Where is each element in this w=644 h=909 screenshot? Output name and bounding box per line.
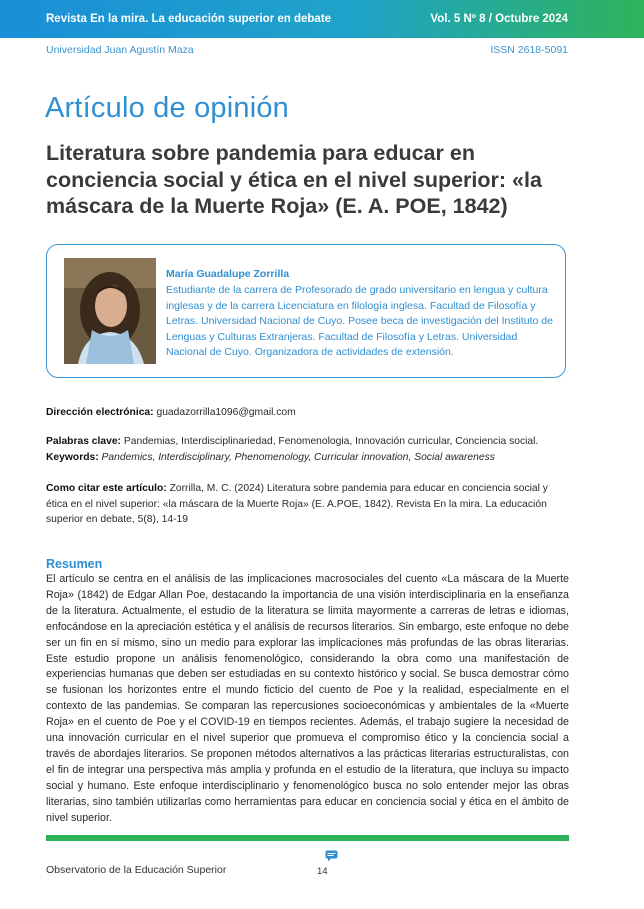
keywords-es-value: Pandemias, Interdisciplinariedad, Fenomenologia, Innovación curricular, Conciencia social. [123,436,539,447]
issue-info: Vol. 5 Nº 8 / Octubre 2024 [430,13,568,25]
keywords-en-value: Pandemics, Interdisciplinary, Phenomenology, Curricular innovation, Social awareness [101,452,495,463]
email-line [46,406,570,420]
citation-value: Zorrilla, M. C. (2024) Literatura sobre pandemia para educar en conciencia social y ética en el nivel superior: «la máscara de la Muerte Roja» (E. A.POE, 1842). Revista En la mira. La educación superior en debate, 5(8), 14-19 [46,483,548,525]
footer-text: Observatorio de la Educación Superior [46,864,227,876]
footer-rule [46,835,569,841]
keywords-es-line [46,435,570,449]
citation-label: Como citar este artículo: [46,483,167,494]
journal-header-bar [0,0,644,38]
citation-block [46,481,570,528]
section-heading: Artículo de opinión [45,92,290,124]
author-bio: Estudiante de la carrera de Profesorado de grado universitario en lengua y cultura inglesas y de la carrera Licenciatura en filología inglesa. Facultad de Filosofía y Letras. Universidad Nacional de Cuyo. Posee beca de investigación del Instituto de Lenguas y Culturas Extranjeras. Facultad de Filosofía y Letras. Universidad Nacional de Cuyo. Organizadora de actividades de extensión. [166,284,553,359]
abstract-heading: Resumen [46,557,103,571]
issn: ISSN 2618-5091 [490,44,568,56]
keywords-en-label: Keywords: [46,452,99,463]
journal-name: Revista En la mira. La educación superior en debate [46,13,332,25]
keywords-es-label: Palabras clave: [46,436,121,447]
university-name: Universidad Juan Agustín Maza [46,44,194,56]
chat-icon [325,850,338,862]
keywords-en-line [46,451,570,465]
author-card [46,244,566,378]
article-title: Literatura sobre pandemia para educar en conciencia social y ética en el nivel superior: «la máscara de la Muerte Roja» (E. A. POE, 1842) [46,141,542,218]
email-address[interactable]: guadazorrilla1096@gmail.com [156,407,296,418]
abstract-text: El artículo se centra en el análisis de las implicaciones macrosociales del cuento «La máscara de la Muerte Roja» (1842) de Edgar Allan Poe, destacando la importancia de una visión interdisciplinaria en la enseñanza de la literatura. Actualmente, el estudio de la literatura se limita mayormente a carreras de letras e idiomas, enfocándose en la apreciación estética y el análisis de recursos literarios. Sin embargo, este enfoque no debe ser un fin en sí mismo, sino un medio para explorar las implicaciones más profundas de las obras literarias. Este estudio propone un análisis fenomenológico, considerando la obra como una manifestación de experiencias humanas que deben ser estudiadas en su contexto histórico y social. Se busca demostrar cómo se fusionan los horizontes entre el mundo ficticio del cuento de Poe y la realidad, especialmente en el contexto de las pandemias. Se comparan las repercusiones socioeconómicas y ambientales de la «Muerte Roja» en el cuento de Poe y el COVID-19 en tiempos recientes. Además, el trabajo sugiere la necesidad de una innovación curricular en el nivel superior que promueva el compromiso ético y la conciencia social a través de abordajes literarios. Se proponen métodos alternativos a las prácticas literarias estructuralistas, con el fin de integrar una perspectiva más amplia y profunda en el estudio de la literatura, que incluya su impacto social y humano. Este enfoque interdisciplinario y fenomenológico busca no solo entender mejor las obras literarias, sino también utilizarlas como herramientas para educar en conciencia social y ética en el ámbito de nivel superior. [46,573,569,824]
author-name: María Guadalupe Zorrilla [166,268,290,280]
page-number: 14 [317,866,328,877]
email-label: Dirección electrónica: [46,407,154,418]
author-photo [64,258,156,364]
